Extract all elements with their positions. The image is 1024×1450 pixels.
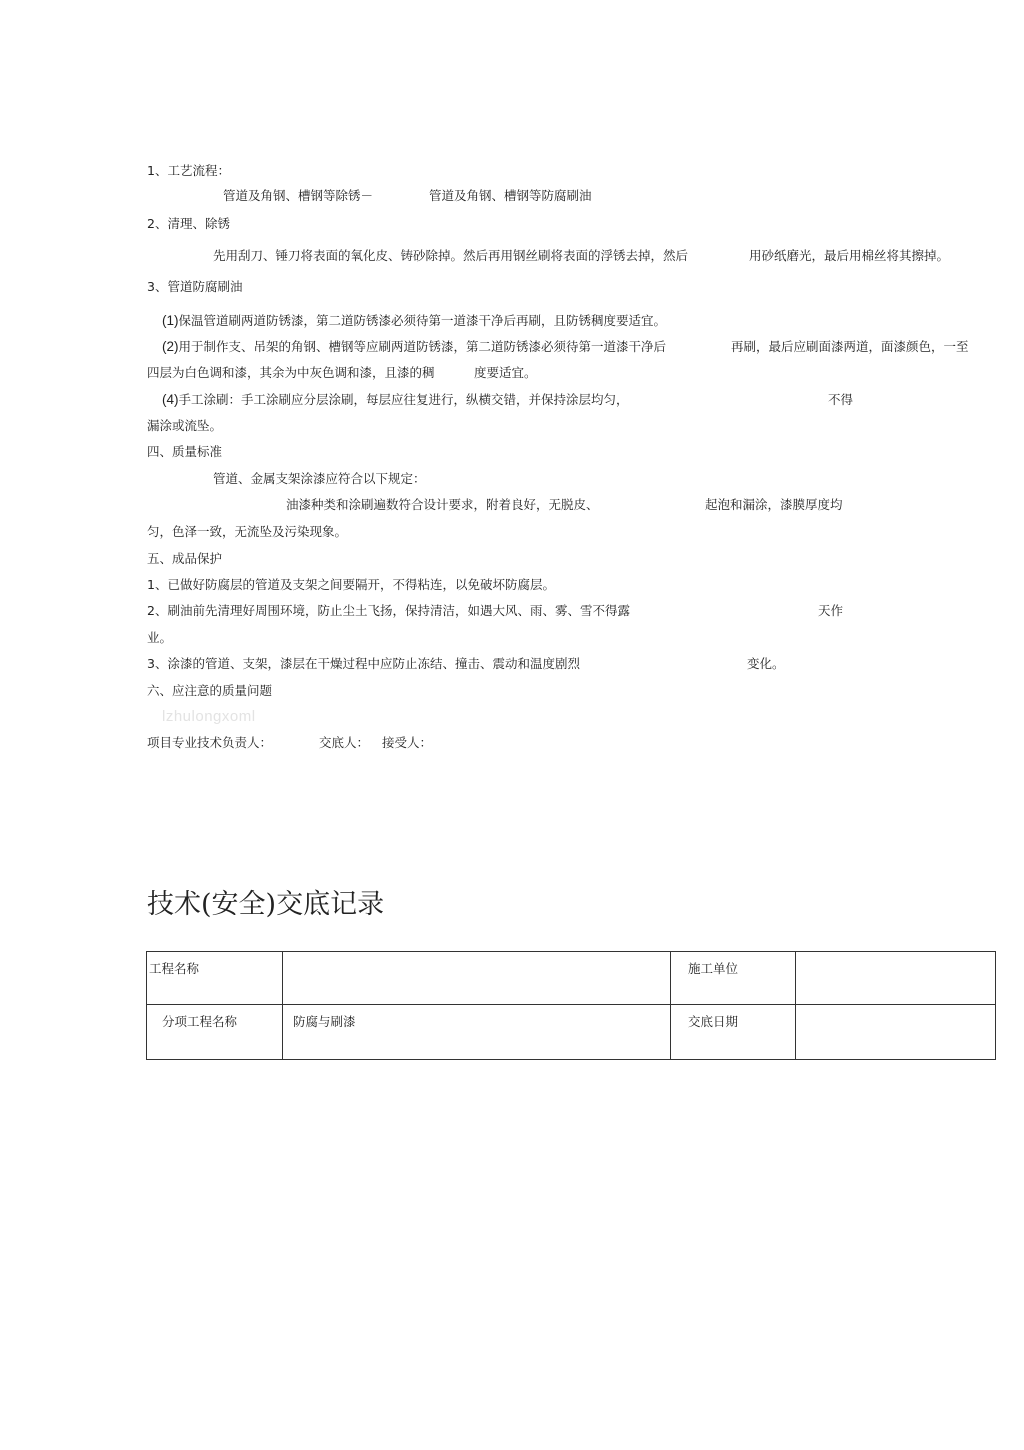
section4-intro: 管道、金属支架涂漆应符合以下规定： [213, 471, 426, 486]
item2-number: (2) [162, 339, 179, 354]
section5-item1: 1、已做好防腐层的管道及支架之间要隔开，不得粘连，以免破坏防腐层。 [147, 577, 555, 592]
item2-text-b: 再刷，最后应刷面漆两道，面漆颜色，一至 [731, 339, 969, 354]
item1-text: 保温管道刷两道防锈漆，第二道防锈漆必须待第一道漆干净后再刷，且防锈稠度要适宜。 [178, 313, 667, 328]
flow-step-2: 管道及角钢、槽钢等防腐刷油 [429, 188, 592, 203]
watermark: lzhulongxoml [162, 708, 256, 725]
record-title: 技术(安全)交底记录 [147, 889, 385, 920]
sub-project-label: 分项工程名称 [147, 1005, 283, 1060]
item2-text-d: 度要适宜。 [474, 365, 537, 380]
sig-tech-lead: 项目专业技术负责人： [147, 735, 273, 750]
item1 [162, 313, 666, 329]
item4-text-a: 手工涂刷：手工涂刷应分层涂刷，每层应往复进行，纵横交错，并保持涂层均匀， [178, 392, 629, 407]
section4-text-a: 油漆种类和涂刷遍数符合设计要求，附着良好，无脱皮、 [286, 497, 599, 512]
section5-item2-a: 2、刷油前先清理好周围环境，防止尘土飞扬，保持清洁，如遇大风、雨、雾、雪不得露 [147, 603, 630, 618]
table-row [147, 1005, 996, 1060]
section4-text-b: 起泡和漏涂，漆膜厚度均 [705, 497, 843, 512]
project-name-label: 工程名称 [147, 952, 283, 1005]
sig-receiver: 接受人： [382, 735, 433, 750]
item4-text-c: 漏涂或流坠。 [147, 418, 223, 433]
section3-heading: 3、管道防腐刷油 [147, 279, 243, 294]
section1-heading: 1、工艺流程： [147, 163, 230, 178]
section2-text-a: 先用刮刀、锤刀将表面的氧化皮、铸砂除掉。然后再用钢丝刷将表面的浮锈去掉，然后 [213, 248, 689, 263]
item2-text-c: 四层为白色调和漆，其余为中灰色调和漆，且漆的稠 [147, 365, 435, 380]
section4-text-c: 匀，色泽一致，无流坠及污染现象。 [147, 524, 348, 539]
project-name-value[interactable] [283, 952, 671, 1005]
construction-unit-value[interactable] [796, 952, 996, 1005]
section4-heading: 四、质量标准 [147, 444, 223, 459]
flow-step-1: 管道及角钢、槽钢等除锈－ [223, 188, 374, 203]
item4 [162, 392, 629, 408]
table-row [147, 952, 996, 1005]
sub-project-value[interactable]: 防腐与刷漆 [283, 1005, 671, 1060]
section2-heading: 2、清理、除锈 [147, 216, 230, 231]
item2-text-a: 用于制作支、吊架的角钢、槽钢等应刷两道防锈漆，第二道防锈漆必须待第一道漆干净后 [178, 339, 667, 354]
date-value[interactable] [796, 1005, 996, 1060]
date-label: 交底日期 [671, 1005, 796, 1060]
item4-text-b: 不得 [828, 392, 854, 407]
section5-item2-b: 天作 [818, 603, 844, 618]
construction-unit-label: 施工单位 [671, 952, 796, 1005]
item4-number: (4) [162, 392, 179, 407]
record-table [146, 951, 996, 1060]
section2-text-b: 用砂纸磨光，最后用棉丝将其擦掉。 [749, 248, 950, 263]
section6-heading: 六、应注意的质量问题 [147, 683, 273, 698]
item1-number: (1) [162, 313, 179, 328]
section5-heading: 五、成品保护 [147, 551, 223, 566]
section5-item3-b: 变化。 [747, 656, 785, 671]
item2 [162, 339, 666, 355]
section5-item3-a: 3、涂漆的管道、支架，漆层在干燥过程中应防止冻结、撞击、震动和温度剧烈 [147, 656, 580, 671]
sig-discloser: 交底人： [319, 735, 370, 750]
section5-item2-c: 业。 [147, 630, 173, 645]
